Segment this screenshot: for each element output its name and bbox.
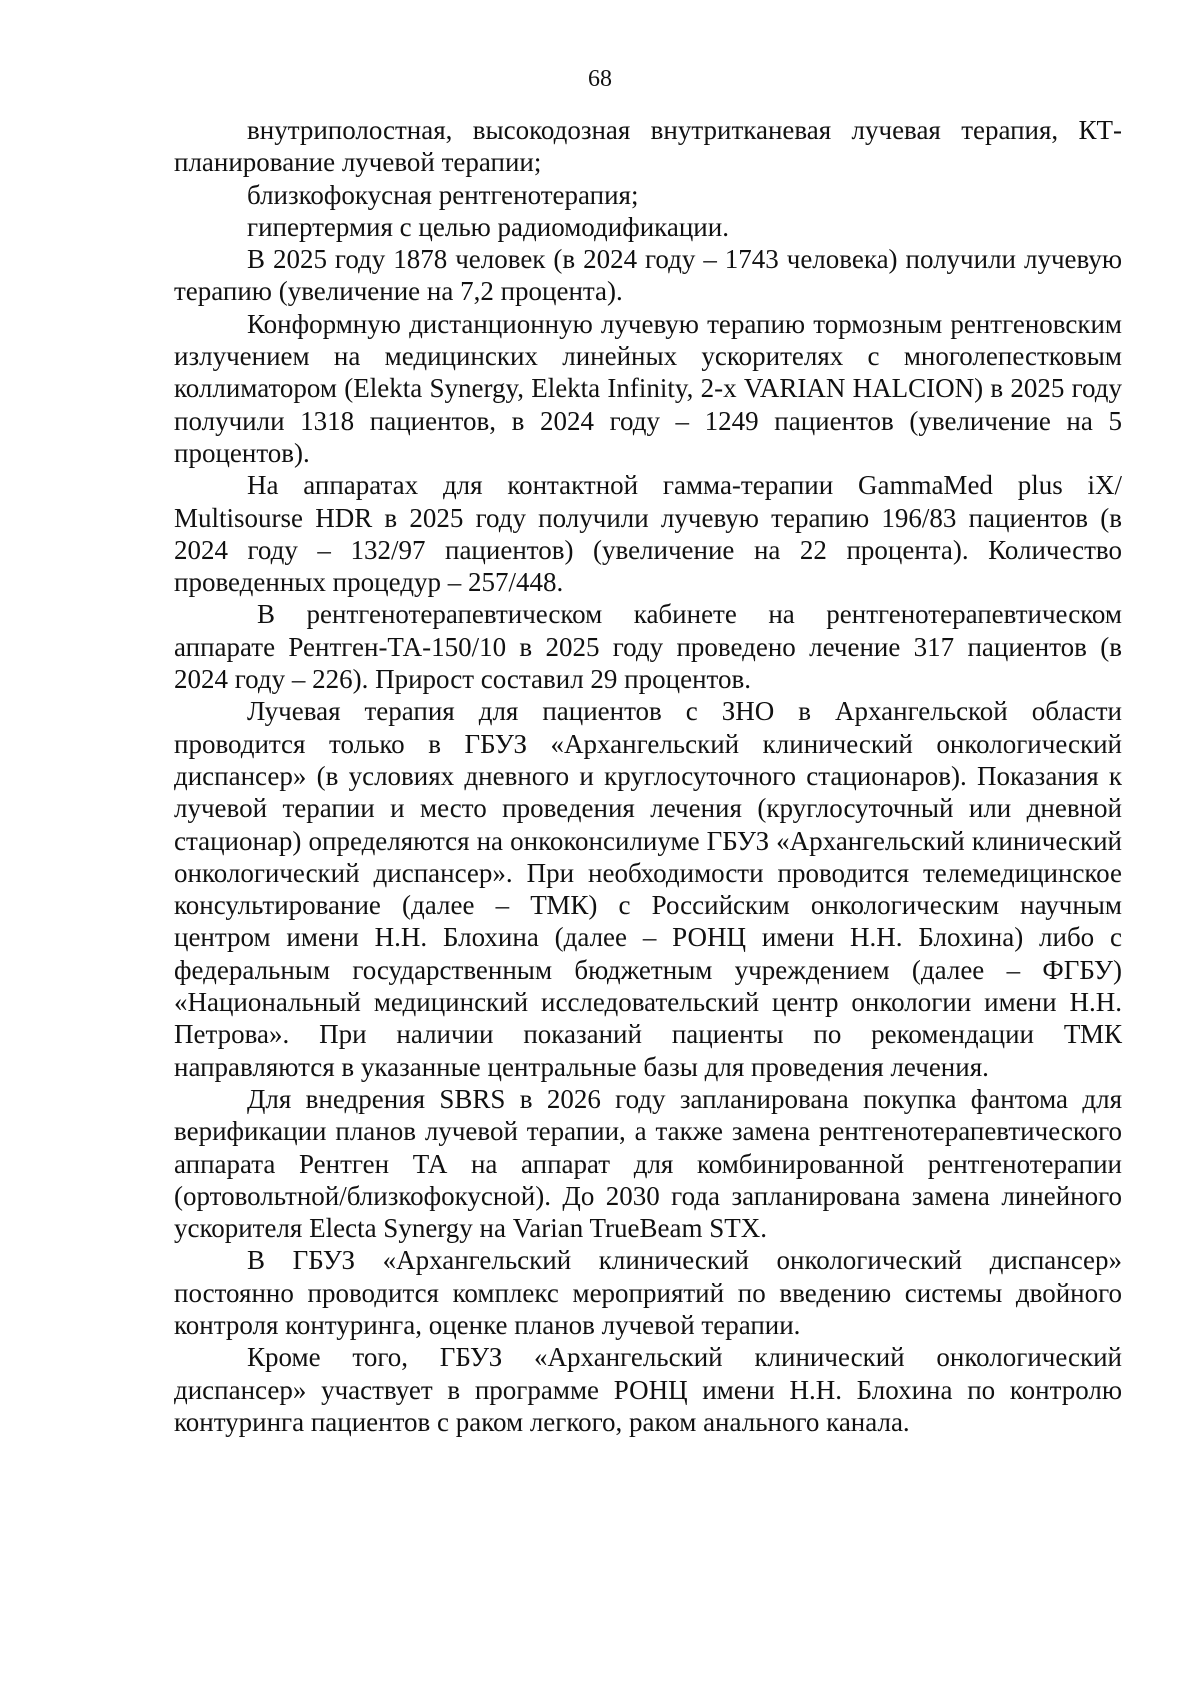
- document-body: [174, 114, 1122, 1438]
- paragraph-close-focus-xray: близкофокусная рентгенотерапия;: [247, 179, 639, 210]
- paragraph-xray-cabinet: В рентгенотерапевтическом кабинете на рентгенотерапевтическом аппарате Рентген-ТА-150/10 в 2025 году проведено лечение 317 пациентов (в 2024 году – 226). Прирост составил 29 процентов.: [174, 599, 1122, 695]
- paragraph-hyperthermia: гипертермия с целью радиомодификации.: [247, 211, 729, 242]
- paragraph-radiotherapy-types: внутриполостная, высокодозная внутритканевая лучевая терапия, КТ-планирование лучевой терапии;: [174, 115, 1122, 178]
- paragraph-contouring-control: В ГБУЗ «Архангельский клинический онкологический диспансер» постоянно проводится комплекс мероприятий по введению системы двойного контроля контуринга, оценке планов лучевой терапии.: [174, 1245, 1122, 1340]
- paragraph-zno-radiotherapy: Лучевая терапия для пациентов с ЗНО в Архангельской области проводится только в ГБУЗ «Архангельский клинический онкологический диспансер» (в условиях дневного и круглосуточного стационаров). Показания к лучевой терапии и место проведения лечения (круглосуточный или дневной стационар) определяются на онкоконсилиуме ГБУЗ «Архангельский клинический онкологический диспансер». При необходимости проводится телемедицинское консультирование (далее – ТМК) с Российским онкологическим научным центром имени Н.Н. Блохина (далее – РОНЦ имени Н.Н. Блохина) либо с федеральным государственным бюджетным учреждением (далее – ФГБУ) «Национальный медицинский исследовательский центр онкологии имени Н.Н. Петрова». При наличии показаний пациенты по рекомендации ТМК направляются в указанные центральные базы для проведения лечения.: [174, 696, 1122, 1082]
- paragraph-conformal-therapy: Конформную дистанционную лучевую терапию тормозным рентгеновским излучением на медицинских линейных ускорителях с многолепестковым коллиматором (Elekta Synergy, Elekta Infinity, 2-х VARIAN HALCION) в 2025 году получили 1318 пациентов, в 2024 году – 1249 пациентов (увеличение на 5 процентов).: [174, 308, 1122, 468]
- paragraph-sbrs-plans: Для внедрения SBRS в 2026 году запланирована покупка фантома для верификации планов лучевой терапии, а также замена рентгенотерапевтического аппарата Рентген ТА на аппарат для комбинированной рентгенотерапии (ортовольтной/близкофокусной). До 2030 года запланирована замена линейного ускорителя Electa Synergy на Varian TrueBeam STX.: [174, 1083, 1122, 1244]
- paragraph-gamma-therapy: На аппаратах для контактной гамма-терапии GammaMed plus iX/ Multisourse HDR в 2025 году получили лучевую терапию 196/83 пациентов (в 2024 году – 132/97 пациентов) (увеличение на 22 процента). Количество проведенных процедур – 257/448.: [174, 470, 1122, 598]
- paragraph-patients-2025: В 2025 году 1878 человек (в 2024 году – 1743 человека) получили лучевую терапию (увеличение на 7,2 процента).: [174, 244, 1122, 307]
- paragraph-ronc-program: Кроме того, ГБУЗ «Архангельский клинический онкологический диспансер» участвует в программе РОНЦ имени Н.Н. Блохина по контролю контуринга пациентов с раком легкого, раком анального канала.: [174, 1342, 1122, 1437]
- page-number: 68: [588, 66, 612, 92]
